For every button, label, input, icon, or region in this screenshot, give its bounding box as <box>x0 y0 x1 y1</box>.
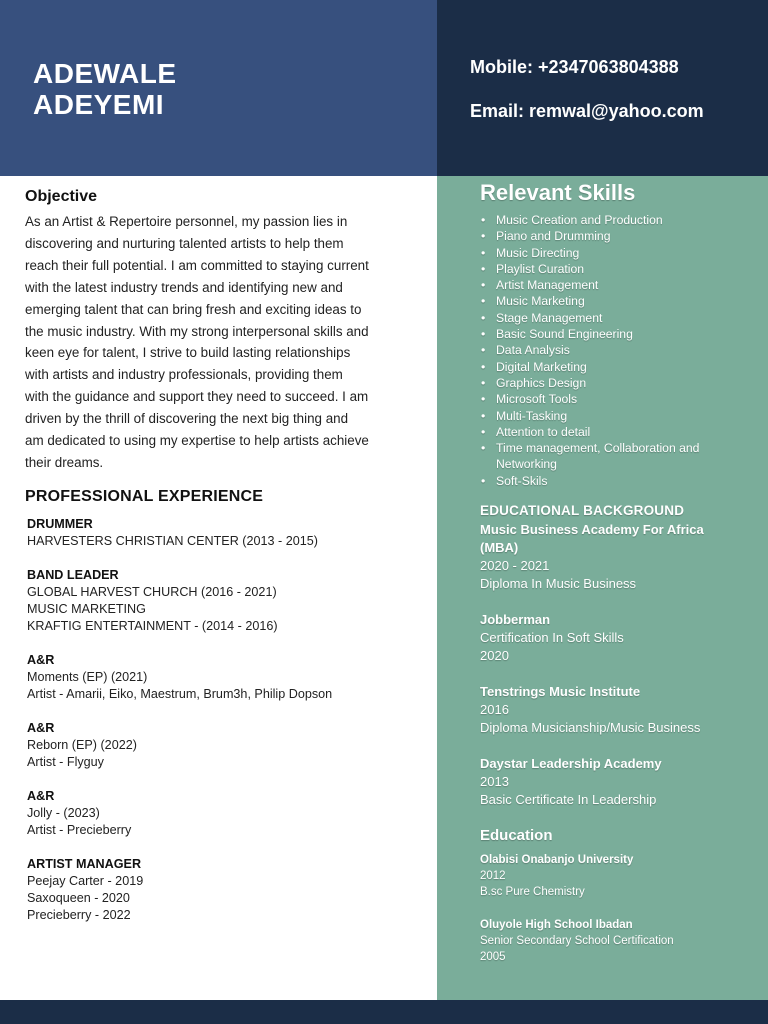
bullet-icon: • <box>481 229 486 244</box>
experience-entry <box>27 652 370 703</box>
institution-detail: Basic Certificate In Leadership <box>480 792 657 807</box>
skill-label: Data Analysis <box>496 343 570 358</box>
institution-name: Daystar Leadership Academy <box>480 756 662 771</box>
experience-role: A&R <box>27 788 55 803</box>
skill-label: Time management, Collaboration and Networking <box>496 441 700 472</box>
experience-detail: KRAFTIG ENTERTAINMENT - (2014 - 2016) <box>27 618 278 633</box>
experience-entry <box>27 720 370 771</box>
skill-item <box>480 228 720 244</box>
email-contact: Email: remwal@yahoo.com <box>470 101 704 121</box>
skill-label: Music Creation and Production <box>496 213 663 227</box>
skill-item <box>480 408 720 424</box>
school-list <box>480 852 740 965</box>
institution-name: Music Business Academy For Africa (MBA) <box>480 522 704 555</box>
skill-label: Soft-Skils <box>496 473 548 488</box>
skill-label: Digital Marketing <box>496 359 587 374</box>
institution-detail: Diploma In Music Business <box>480 576 637 591</box>
school-detail: 2012 <box>480 870 506 882</box>
objective-text: As an Artist & Repertoire personnel, my passion lies in discovering and nurturing talented artists to help them reach their full potential. I am committed to staying current with the latest industry trends and identifying new and emerging talent that can bring fresh and exciting ideas to the music industry. With my strong interpersonal skills and keen eye for talent, I strive to build lasting relationships with artists and industry professionals, providing them with the guidance and support they need to succeed. I am driven by the thrill of discovering the next big thing and am dedicated to using my expertise to help artists achieve their dreams. <box>25 214 369 470</box>
experience-title: PROFESSIONAL EXPERIENCE <box>25 487 264 505</box>
institution-list <box>480 521 740 809</box>
experience-detail: Artist - Amarii, Eiko, Maestrum, Brum3h, Philip Dopson <box>27 686 333 701</box>
bullet-icon: • <box>481 294 486 309</box>
experience-role: A&R <box>27 652 55 667</box>
experience-detail: MUSIC MARKETING <box>27 601 146 616</box>
experience-detail: Jolly - (2023) <box>27 805 100 820</box>
experience-detail: Saxoqueen - 2020 <box>27 890 130 905</box>
experience-role: BAND LEADER <box>27 567 119 582</box>
experience-entry <box>27 788 370 839</box>
skill-label: Music Directing <box>496 245 580 260</box>
skill-label: Basic Sound Engineering <box>496 327 633 342</box>
education-section <box>480 503 740 982</box>
institution-entry <box>480 521 740 593</box>
skill-item <box>480 359 720 375</box>
experience-detail: Artist - Flyguy <box>27 754 104 769</box>
experience-list <box>25 516 370 924</box>
experience-detail: Precieberry - 2022 <box>27 907 131 922</box>
skill-label: Multi-Tasking <box>496 408 568 423</box>
experience-detail: Moments (EP) (2021) <box>27 669 148 684</box>
institution-entry <box>480 683 740 737</box>
bullet-icon: • <box>481 392 486 407</box>
school-detail: B.sc Pure Chemistry <box>480 886 585 898</box>
skill-item <box>480 424 720 440</box>
bullet-icon: • <box>481 213 486 227</box>
bullet-icon: • <box>481 473 486 488</box>
institution-detail: 2020 - 2021 <box>480 558 550 573</box>
experience-entry <box>27 516 370 550</box>
skills-list <box>480 212 740 489</box>
skill-label: Piano and Drumming <box>496 229 611 244</box>
skill-label: Microsoft Tools <box>496 392 578 407</box>
experience-role: DRUMMER <box>27 516 93 531</box>
name-line-1: ADEWALE <box>33 58 177 89</box>
skill-label: Music Marketing <box>496 294 585 309</box>
school-entry <box>480 852 740 900</box>
skill-item <box>480 212 720 228</box>
skill-item <box>480 440 720 473</box>
institution-detail: 2013 <box>480 774 509 789</box>
header-contact-panel <box>437 0 768 176</box>
bullet-icon: • <box>481 278 486 293</box>
bullet-icon: • <box>481 310 486 325</box>
skill-item <box>480 473 720 489</box>
institution-name: Jobberman <box>480 612 551 627</box>
skill-label: Stage Management <box>496 310 603 325</box>
institution-entry <box>480 755 740 809</box>
candidate-name <box>33 58 177 120</box>
institution-detail: Certification In Soft Skills <box>480 630 624 645</box>
skill-item <box>480 375 720 391</box>
bullet-icon: • <box>481 424 486 439</box>
school-detail: 2005 <box>480 951 506 963</box>
skill-item <box>480 310 720 326</box>
bullet-icon: • <box>481 343 486 358</box>
experience-detail: Reborn (EP) (2022) <box>27 737 137 752</box>
objective-title: Objective <box>25 188 98 205</box>
experience-entry <box>27 856 370 924</box>
bullet-icon: • <box>481 441 486 456</box>
bullet-icon: • <box>481 375 486 390</box>
school-name: Olabisi Onabanjo University <box>480 854 634 866</box>
skill-label: Artist Management <box>496 278 599 293</box>
footer-bar <box>0 1000 768 1024</box>
institution-detail: Diploma Musicianship/Music Business <box>480 720 701 735</box>
skill-item <box>480 342 720 358</box>
school-name: Oluyole High School Ibadan <box>480 919 633 931</box>
experience-detail: GLOBAL HARVEST CHURCH (2016 - 2021) <box>27 584 277 599</box>
experience-role: A&R <box>27 720 55 735</box>
skill-item <box>480 293 720 309</box>
education-title: Education <box>480 827 553 844</box>
experience-detail: Peejay Carter - 2019 <box>27 873 144 888</box>
skill-item <box>480 277 720 293</box>
skill-label: Playlist Curation <box>496 261 585 276</box>
skill-item <box>480 391 720 407</box>
school-entry <box>480 917 740 965</box>
bullet-icon: • <box>481 261 486 276</box>
bullet-icon: • <box>481 408 486 423</box>
bullet-icon: • <box>481 245 486 260</box>
experience-role: ARTIST MANAGER <box>27 856 142 871</box>
experience-entry <box>27 567 370 635</box>
institution-detail: 2020 <box>480 648 509 663</box>
skill-label: Graphics Design <box>496 375 587 390</box>
experience-detail: HARVESTERS CHRISTIAN CENTER (2013 - 2015) <box>27 533 318 548</box>
educational-background-title: EDUCATIONAL BACKGROUND <box>480 503 685 518</box>
school-detail: Senior Secondary School Certification <box>480 935 674 947</box>
mobile-contact: Mobile: +2347063804388 <box>470 57 679 77</box>
skills-title: Relevant Skills <box>480 180 636 205</box>
institution-detail: 2016 <box>480 702 509 717</box>
experience-detail: Artist - Precieberry <box>27 822 132 837</box>
skill-item <box>480 245 720 261</box>
bullet-icon: • <box>481 327 486 342</box>
institution-name: Tenstrings Music Institute <box>480 684 641 699</box>
main-column <box>25 185 370 941</box>
institution-entry <box>480 611 740 665</box>
bullet-icon: • <box>481 359 486 374</box>
name-line-2: ADEYEMI <box>33 89 165 120</box>
skill-item <box>480 326 720 342</box>
skill-item <box>480 261 720 277</box>
skill-label: Attention to detail <box>496 424 591 439</box>
